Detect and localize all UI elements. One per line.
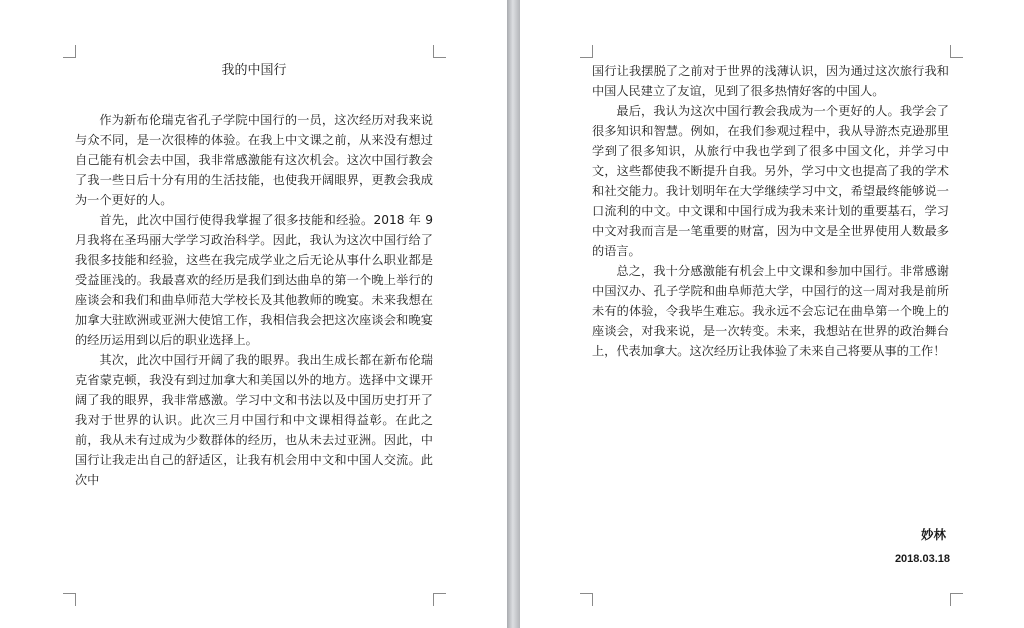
page-body[interactable]	[75, 110, 433, 490]
margin-corner-bottom-left	[63, 593, 76, 606]
margin-corner-bottom-right	[433, 593, 446, 606]
page-gutter	[507, 0, 520, 628]
margin-corner-top-right	[950, 45, 963, 58]
paragraph: 作为新布伦瑞克省孔子学院中国行的一员，这次经历对我来说与众不同，是一次很棒的体验。在我上中文课之前，从来没有想过自己能有机会去中国，我非常感激能有这次机会。这次中国行教会了我一些日后十分有用的生活技能，也使我开阔眼界，更教会我成为一个更好的人。	[75, 113, 433, 207]
margin-corner-bottom-left	[580, 593, 593, 606]
signature-name: 妙林	[920, 527, 946, 542]
page-body[interactable]	[592, 61, 949, 361]
margin-corner-top-left	[580, 45, 593, 58]
margin-corner-bottom-right	[950, 593, 963, 606]
paragraph: 最后，我认为这次中国行教会我成为一个更好的人。我学会了很多知识和智慧。例如，在我们参观过程中，我从导游杰克逊那里学到了很多知识，从旅行中我也学到了很多中国文化，并学习中文，这些都使我不断提升自我。另外，学习中文也提高了我的学术和社交能力。我计划明年在大学继续学习中文，希望最终能够说一口流利的中文。中文课和中国行成为我未来计划的重要基石，学习中文对我而言是一笔重要的财富，因为中文是全世界使用人数最多的语言。	[592, 104, 949, 258]
signature-date: 2018.03.18	[894, 553, 950, 565]
paragraph: 总之，我十分感激能有机会上中文课和参加中国行。非常感谢中国汉办、孔子学院和曲阜师范大学，中国行的这一周对我是前所未有的体验，令我毕生难忘。我永远不会忘记在曲阜第一个晚上的座谈会，对我来说，是一次转变。未来，我想站在世界的政治舞台上，代表加拿大。这次经历让我体验了未来自己将要从事的工作！	[592, 264, 949, 358]
margin-corner-top-right	[433, 45, 446, 58]
paragraph: 首先，此次中国行使得我掌握了很多技能和经验。2018 年 9 月我将在圣玛丽大学学习政治科学。因此，我认为这次中国行给了我很多技能和经验，这些在我完成学业之后无论从事什么职业都是受益匪浅的。我最喜欢的经历是我们到达曲阜的第一个晚上举行的座谈会和我们和曲阜师范大学校长及其他教师的晚宴。未来我想在加拿大驻欧洲或亚洲大使馆工作，我相信我会把这次座谈会和晚宴的经历运用到以后的职业选择上。	[75, 213, 433, 347]
paragraph: 其次，此次中国行开阔了我的眼界。我出生成长都在新布伦瑞克省蒙克顿，我没有到过加拿大和美国以外的地方。选择中文课开阔了我的眼界，我非常感激。学习中文和书法以及中国历史打开了我对于世界的认识。此次三月中国行和中文课相得益彰。在此之前，我从未有过成为少数群体的经历，也从未去过亚洲。因此，中国行让我走出自己的舒适区，让我有机会用中文和中国人交流。此次中	[75, 353, 433, 487]
document-page-left	[0, 0, 507, 628]
paragraph: 国行让我摆脱了之前对于世界的浅薄认识，因为通过这次旅行我和中国人民建立了友谊，见到了很多热情好客的中国人。	[592, 64, 949, 98]
margin-corner-top-left	[63, 45, 76, 58]
document-title: 我的中国行	[221, 63, 287, 78]
